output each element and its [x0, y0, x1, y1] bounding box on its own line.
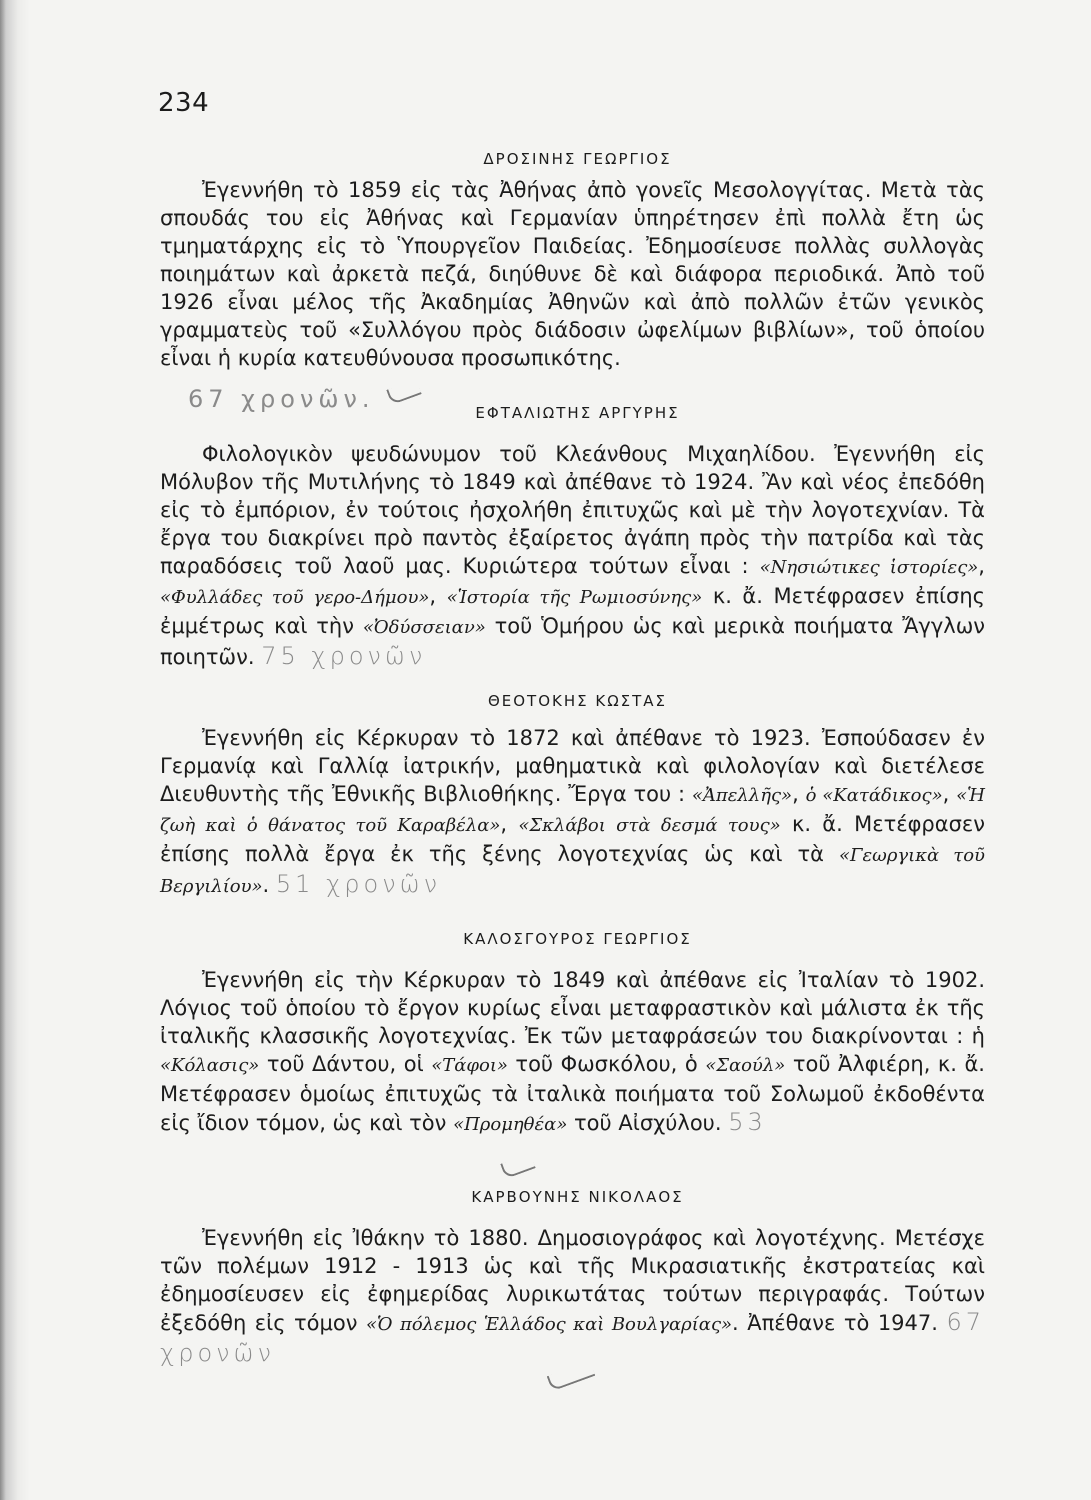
- checkmark-icon: [500, 1153, 536, 1179]
- page-binding-edge: [0, 0, 30, 1500]
- handwritten-note: 67 χρονῶν.: [188, 385, 375, 413]
- entry-heading: ΔΡΟΣΙΝΗΣ ΓΕΩΡΓΙΟΣ: [483, 150, 672, 168]
- work-title: «Γεωργικὰ τοῦ Βεργιλίου»: [160, 845, 985, 897]
- work-title: «Φυλλάδες τοῦ γερο-Δήμου»: [160, 587, 430, 608]
- work-title: «Σαούλ»: [705, 1055, 786, 1076]
- work-title: «Ὁ πόλεμος Ἑλλάδος καὶ Βουλγαρίας»: [365, 1314, 733, 1335]
- work-title: «Νησιώτικες ἱστορίες»: [759, 557, 979, 578]
- entry-kalosgouros: [160, 930, 985, 1139]
- entry-text: Ἐγεννήθη εἰς τὴν Κέρκυραν τὸ 1849 καὶ ἀπέθανε εἰς Ἰταλίαν τὸ 1902. Λόγιος τοῦ ὁποίου τὸ ἔργον κυρίως εἶναι μεταφραστικὸν καὶ μάλιστα ἐκ τῆς ἰταλικῆς κλασσικῆς λογοτεχνίας. Ἐκ τῶν μεταφράσεών του διακρίνονται : ἡ «Κόλασις» τοῦ Δάντου, οἱ «Τάφοι» τοῦ Φωσκόλου, ὁ «Σαούλ» τοῦ Ἀλφιέρη, κ. ἄ. Μετέφρασεν ὁμοίως ἐπιτυχῶς τὰ ἰταλικὰ ποιήματα τοῦ Σολωμοῦ ἐκδοθέντα εἰς ἴδιον τόμον, ὡς καὶ τὸν «Προμηθέα» τοῦ Αἰσχύλου. 53: [160, 968, 985, 1136]
- checkmark-icon: [386, 379, 422, 405]
- entry-heading: ΘΕΟΤΟΚΗΣ ΚΩΣΤΑΣ: [487, 692, 668, 710]
- entry-drosinis: [160, 150, 985, 372]
- entry-text: Ἐγεννήθη εἰς Κέρκυραν τὸ 1872 καὶ ἀπέθανε τὸ 1923. Ἐσπούδασεν ἐν Γερμανίᾳ καὶ Γαλλίᾳ ἰατρικήν, μαθηματικὰ καὶ φιλολογίαν καὶ διετέλεσε Διευθυντὴς τῆς Ἐθνικῆς Βιβλιοθήκης. Ἔργα του : «Ἀπελλῆς», ὁ «Κατάδικος», «Ἡ ζωὴ καὶ ὁ θάνατος τοῦ Καραβέλα», «Σκλάβοι στὰ δεσμά τους» κ. ἄ. Μετέφρασεν ἐπίσης πολλὰ ἔργα ἐκ τῆς ξένης λογοτεχνίας ὡς καὶ τὰ «Γεωργικὰ τοῦ Βεργιλίου». 51 χρονῶν: [160, 726, 985, 898]
- entry-eftaliotis: [160, 404, 985, 671]
- entry-heading: ΕΦΤΑΛΙΩΤΗΣ ΑΡΓΥΡΗΣ: [475, 404, 680, 422]
- entry-theotokis: [160, 692, 985, 901]
- work-title: «Κόλασις»: [160, 1055, 260, 1076]
- work-title: «Τάφοι»: [431, 1055, 508, 1076]
- page-number: 234: [158, 88, 210, 118]
- entry-text: Ἐγεννήθη εἰς Ἰθάκην τὸ 1880. Δημοσιογράφος καὶ λογοτέχνης. Μετέσχε τῶν πολέμων 1912 - 1913 ὡς καὶ τῆς Μικρασιατικῆς ἐκστρατείας καὶ ἐδημοσίευσεν εἰς ἐφημερίδας λυρικωτάτας τούτων περιγραφάς. Τούτων ἐξεδόθη εἰς τόμον «Ὁ πόλεμος Ἑλλάδος καὶ Βουλγαρίας». Ἀπέθανε τὸ 1947. 67 χρονῶν: [160, 1226, 985, 1367]
- work-title: ὁ «Κατάδικος»: [805, 785, 943, 806]
- entry-text: Ἐγεννήθη τὸ 1859 εἰς τὰς Ἀθήνας ἀπὸ γονεῖς Μεσολογγίτας. Μετὰ τὰς σπουδάς του εἰς Ἀθήνας καὶ Γερμανίαν ὑπηρέτησεν ἐπὶ πολλὰ ἔτη ὡς τμηματάρχης εἰς τὸ Ὑπουργεῖον Παιδείας. Ἐδημοσίευσε πολλὰς συλλογὰς ποιημάτων καὶ ἀρκετὰ πεζά, διηύθυνε δὲ καὶ διάφορα περιοδικά. Ἀπὸ τοῦ 1926 εἶναι μέλος τῆς Ἀκαδημίας Ἀθηνῶν καὶ ἀπὸ πολλῶν ἐτῶν γενικὸς γραμματεὺς τοῦ «Συλλόγου πρὸς διάδοσιν ὠφελίμων βιβλίων», τοῦ ὁποίου εἶναι ἡ κυρία κατευθύνουσα προσωπικότης.: [160, 178, 985, 370]
- work-title: «Ἀπελλῆς»: [691, 785, 793, 806]
- work-title: «Σκλάβοι στὰ δεσμά τους»: [518, 815, 781, 836]
- entry-heading: ΚΑΛΟΣΓΟΥΡΟΣ ΓΕΩΡΓΙΟΣ: [463, 930, 692, 948]
- work-title: «Ὀδύσσειαν»: [362, 617, 486, 638]
- work-title: «Προμηθέα»: [453, 1114, 568, 1135]
- work-title: «Ἱστορία τῆς Ρωμιοσύνης»: [446, 587, 703, 608]
- handwritten-note: 53: [728, 1108, 767, 1136]
- handwritten-note: 51 χρονῶν: [275, 870, 442, 898]
- handwritten-note: 67 χρονῶν: [160, 1308, 985, 1367]
- entry-text: Φιλολογικὸν ψευδώνυμον τοῦ Κλεάνθους Μιχαηλίδου. Ἐγεννήθη εἰς Μόλυβον τῆς Μυτιλήνης τὸ 1849 καὶ ἀπέθανε τὸ 1924. Ἂν καὶ νέος ἐπεδόθη εἰς τὸ ἐμπόριον, ἐν τούτοις ἠσχολήθη ἐπιτυχῶς καὶ μὲ τὴν λογοτεχνίαν. Τὰ ἔργα του διακρίνει πρὸ παντὸς ἐξαίρετος ἀγάπη πρὸς τὴν πατρίδα καὶ τὰς παραδόσεις τοῦ λαοῦ μας. Κυριώτερα τούτων εἶναι : «Νησιώτικες ἱστορίες», «Φυλλάδες τοῦ γερο-Δήμου», «Ἱστορία τῆς Ρωμιοσύνης» κ. ἄ. Μετέφρασεν ἐπίσης ἐμμέτρως καὶ τὴν «Ὀδύσσειαν» τοῦ Ὁμήρου ὡς καὶ μερικὰ ποιήματα Ἄγγλων ποιητῶν. 75 χρονῶν: [160, 442, 986, 670]
- entry-karvounis: [160, 1188, 985, 1368]
- handwritten-note: 75 χρονῶν: [261, 642, 427, 670]
- entry-heading: ΚΑΡΒΟΥΝΗΣ ΝΙΚΟΛΑΟΣ: [471, 1188, 684, 1206]
- work-title: «Ἡ ζωὴ καὶ ὁ θάνατος τοῦ Καραβέλα»: [160, 785, 985, 836]
